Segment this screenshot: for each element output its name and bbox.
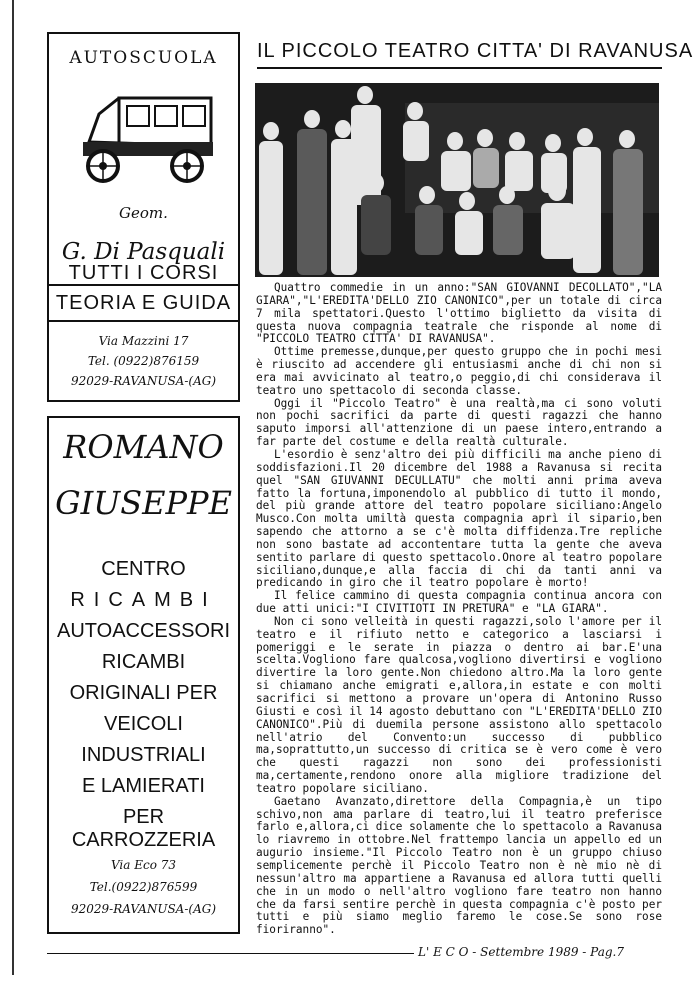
vintage-car-icon bbox=[79, 84, 214, 194]
ad-romano-line: VEICOLI bbox=[104, 713, 183, 735]
ad-romano-phone: Tel.(0922)876599 bbox=[89, 880, 198, 894]
ad-autoscuola-city: 92029-RAVANUSA-(AG) bbox=[70, 374, 217, 388]
page-edge bbox=[12, 0, 14, 975]
article-paragraph: Oggi il "Piccolo Teatro" è una realtà,ma ci sono voluti non pochi sacrifici da parte di questi ragazzi che hanno saputo imporsi all'attenzione di un paese intero,entrando a far parte del costume e della realtà culturale. bbox=[256, 396, 662, 449]
headline-rule bbox=[257, 67, 662, 69]
ad-autoscuola-phone: Tel. (0922)876159 bbox=[87, 354, 200, 368]
group-photo bbox=[255, 83, 659, 277]
ad-romano-address: Via Eco 73 bbox=[110, 858, 177, 872]
ad-romano-line: CENTRO bbox=[101, 558, 186, 580]
ad-romano-line: E LAMIERATI bbox=[82, 775, 205, 797]
article-paragraph: Il felice cammino di questa compagnia continua ancora con due atti unici:"I CIVITIOTI IN PRETURA" e "LA GIARA". bbox=[256, 589, 662, 616]
ad-autoscuola-geom: Geom. bbox=[119, 204, 168, 222]
article-paragraph: L'esordio è senz'altro dei più difficili ma anche pieno di soddisfazioni.Il 20 dicembre del 1988 a Ravanusa si recita quel "SAN GIUVANNI DECULLATU" che molti anni prima aveva fatto la fortuna,imponendolo al pubblico di tutto il mondo, del più grande attore del teatro popolare siciliano:Angelo Musco.Con molta umiltà questa compagnia aprì il sipario,ben sapendo che attorno a se c'è molta diffidenza.Tre repliche non sono bastate ad accontentare tutta la gente che aveva sentito parlare di questo spettacolo.Onore al teatro popolare siciliano,dunque,e alla faccia di chi da tanti anni va predicando in giro che il teatro popolare è morto! bbox=[256, 447, 662, 590]
ad-autoscuola-title: AUTOSCUOLA bbox=[69, 48, 218, 68]
article-paragraph: Ottime premesse,dunque,per questo gruppo che in pochi mesi è riuscito ad accendere gli entusiasmi anche di chi non si era mai avvicinato al teatro,o peggio,di chi considerava il teatro uno spettacolo di seconda classe. bbox=[256, 345, 662, 397]
article-paragraph: Non ci sono velleità in questi ragazzi,solo l'amore per il teatro e il rifiuto netto e categorico a lasciarsi i pomeriggi e le serate in piazza o dentro ai bar.E'una scelta.Vogliono fare qualcosa,vogliono divertirsi e vogliono divertire la loro gente.Non chiedono altro.Ma la loro gente si chiamano anche emigrati e,allora,in estate e con molti sacrifici si mettono a provare un'opera di Antonino Russo Giusti e così il 14 agosto debuttano con "L'EREDITA'DELLO ZIO CANONICO".Più di duemila persone assistono allo spettacolo nell'atrio del Convento:un successo di pubblico ma,soprattutto,un successo di critica se è vero come è vero che questi ragazzi non sono dei professionisti ma,certamente,rendono onore alla migliore tradizione del teatro popolare siciliano. bbox=[256, 614, 662, 795]
footer-rule bbox=[47, 953, 414, 954]
ad-romano-line: PER CARROZZERIA bbox=[71, 806, 216, 851]
divider bbox=[49, 320, 238, 322]
ad-autoscuola-owner: G. Di Pasquali bbox=[61, 239, 226, 265]
ad-romano-line: INDUSTRIALI bbox=[81, 744, 206, 766]
ad-romano bbox=[47, 416, 240, 934]
article-paragraph: Quattro commedie in un anno:"SAN GIOVANNI DECOLLATO","LA GIARA","L'EREDITA'DELLO ZIO CANONICO",per un totale di circa 7 mila spettatori.Questo l'ottimo biglietto da visita di questa nuova compagnia teatrale che risponde al nome di "PICCOLO TEATRO CITTA' DI RAVANUSA". bbox=[256, 281, 662, 346]
ad-romano-name-1: ROMANO bbox=[63, 428, 224, 466]
ad-romano-line: ORIGINALI PER bbox=[69, 682, 218, 704]
ad-autoscuola-courses-2: TEORIA E GUIDA bbox=[55, 292, 232, 314]
ad-autoscuola bbox=[47, 32, 240, 402]
ad-romano-name-2: GIUSEPPE bbox=[55, 484, 232, 522]
article-paragraph: Gaetano Avanzato,direttore della Compagnia,è un tipo schivo,non ama parlare di teatro,lui il teatro preferisce farlo e,allora,ci dice solamente che lo spettacolo a Ravanusa lo riavremo in ottobre.Nel frattempo lancia un appello ed un augurio insieme."Il Piccolo Teatro non è un gruppo chiuso semplicemente perchè il Piccolo Teatro non è nè mio nè di nessun'altro ma appartiene a Ravanusa ed allora tutti quelli che in un modo o nell'altro vogliono fare teatro non hanno che da farsi sentire perchè in questa compagnia c'è posto per tutti e più siamo meglio faremo le cose.Se sono rose fioriranno". bbox=[256, 794, 662, 937]
ad-romano-line: RICAMBI bbox=[101, 651, 186, 673]
ad-autoscuola-courses-1: TUTTI I CORSI bbox=[68, 262, 219, 284]
ad-romano-line: AUTOACCESSORI bbox=[57, 620, 230, 642]
ad-romano-city: 92029-RAVANUSA-(AG) bbox=[70, 902, 217, 916]
page-footer: L' E C O - Settembre 1989 - Pag.7 bbox=[418, 945, 624, 959]
ad-romano-line: RICAMBI bbox=[70, 589, 217, 611]
ad-autoscuola-address: Via Mazzini 17 bbox=[98, 334, 189, 348]
article-headline: IL PICCOLO TEATRO CITTA' DI RAVANUSA bbox=[257, 40, 694, 62]
article-body bbox=[256, 282, 662, 937]
